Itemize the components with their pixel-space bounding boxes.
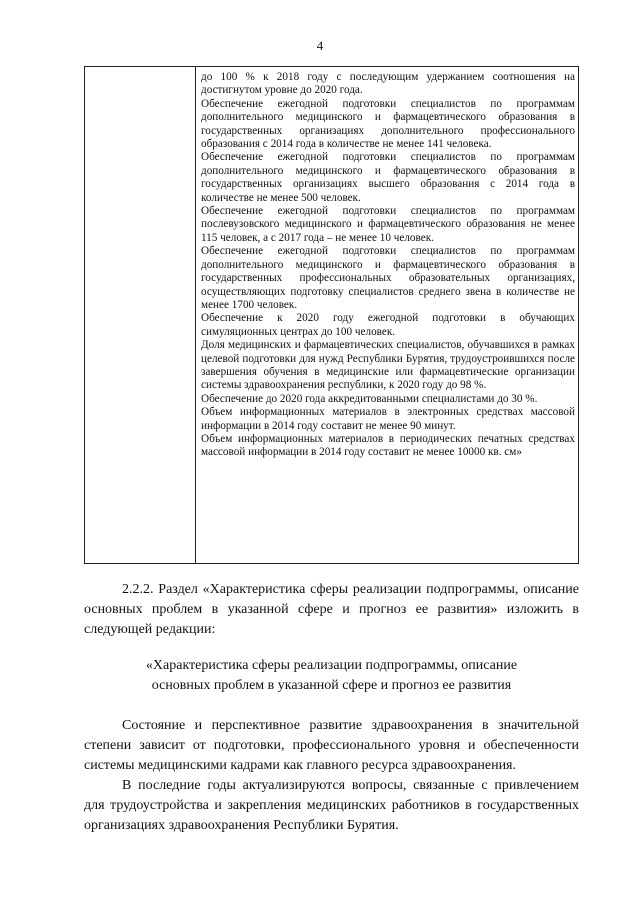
table-item: Обеспечение ежегодной подготовки специалистов по программам дополнительного медицинского и фармацевтического образования в государственных профессиональных образовательных организациях, осуществляющих подготовку специалистов среднего звена в количестве не менее 1700 человек. [201, 245, 575, 311]
page-number: 4 [316, 38, 324, 53]
table-item: Объем информационных материалов в электронных средствах массовой информации в 2014 году составит не менее 90 минут. [201, 406, 575, 432]
table-item: Доля медицинских и фармацевтических специалистов, обучавшихся в рамках целевой подготовки для нужд Республики Бурятия, трудоустроившихся после завершения обучения в медицинские или фармацевтические организации системы здравоохранения республики, к 2020 году до 98 %. [201, 339, 575, 392]
table-item: Объем информационных материалов в периодических печатных средствах массовой информации в 2014 году составит не менее 10000 кв. см» [201, 432, 575, 459]
table-item: Обеспечение ежегодной подготовки специалистов по программам послевузовского медицинского и фармацевтического образования не менее 115 человек, а с 2017 года – не менее 10 человек. [201, 205, 575, 244]
table-item: Обеспечение до 2020 года аккредитованными специалистами до 30 %. [201, 392, 538, 405]
table-item: до 100 % к 2018 году с последующим удержанием соотношения на достигнутом уровне до 2020 года. [201, 71, 575, 97]
table-column-divider [195, 67, 196, 563]
table-item: Обеспечение ежегодной подготовки специалистов по программам дополнительного медицинского и фармацевтического образования в государственных организациях дополнительного профессионального образования с 2014 года в количестве не менее 141 человека. [201, 97, 575, 151]
table-item: Обеспечение к 2020 году ежегодной подготовки в обучающих симуляционных центрах до 100 человек. [201, 312, 575, 338]
section-heading [84, 656, 579, 696]
continuation-table [84, 66, 579, 564]
heading-line-2: основных проблем в указанной сфере и прогноз ее развития [151, 678, 512, 693]
section-instruction: 2.2.2. Раздел «Характеристика сферы реализации подпрограммы, описание основных проблем в указанной сфере и прогноз ее развития» изложить в следующей редакции: [84, 582, 579, 637]
body-paragraph-1: Состояние и перспективное развитие здравоохранения в значительной степени зависит от подготовки, профессионального уровня и обеспеченности системы медицинскими кадрами как главного ресурса здравоохранения. [84, 718, 579, 773]
heading-line-1: «Характеристика сферы реализации подпрограммы, описание [145, 658, 518, 673]
table-text-cell [201, 71, 575, 460]
table-item: Обеспечение ежегодной подготовки специалистов по программам дополнительного медицинского и фармацевтического образования в государственных организациях высшего образования с 2014 года в количестве не менее 500 человек. [201, 151, 575, 204]
body-paragraph-2: В последние годы актуализируются вопросы, связанные с привлечением для трудоустройства и закрепления медицинских работников в государственных организациях здравоохранения Республики Бурятия. [84, 778, 579, 833]
